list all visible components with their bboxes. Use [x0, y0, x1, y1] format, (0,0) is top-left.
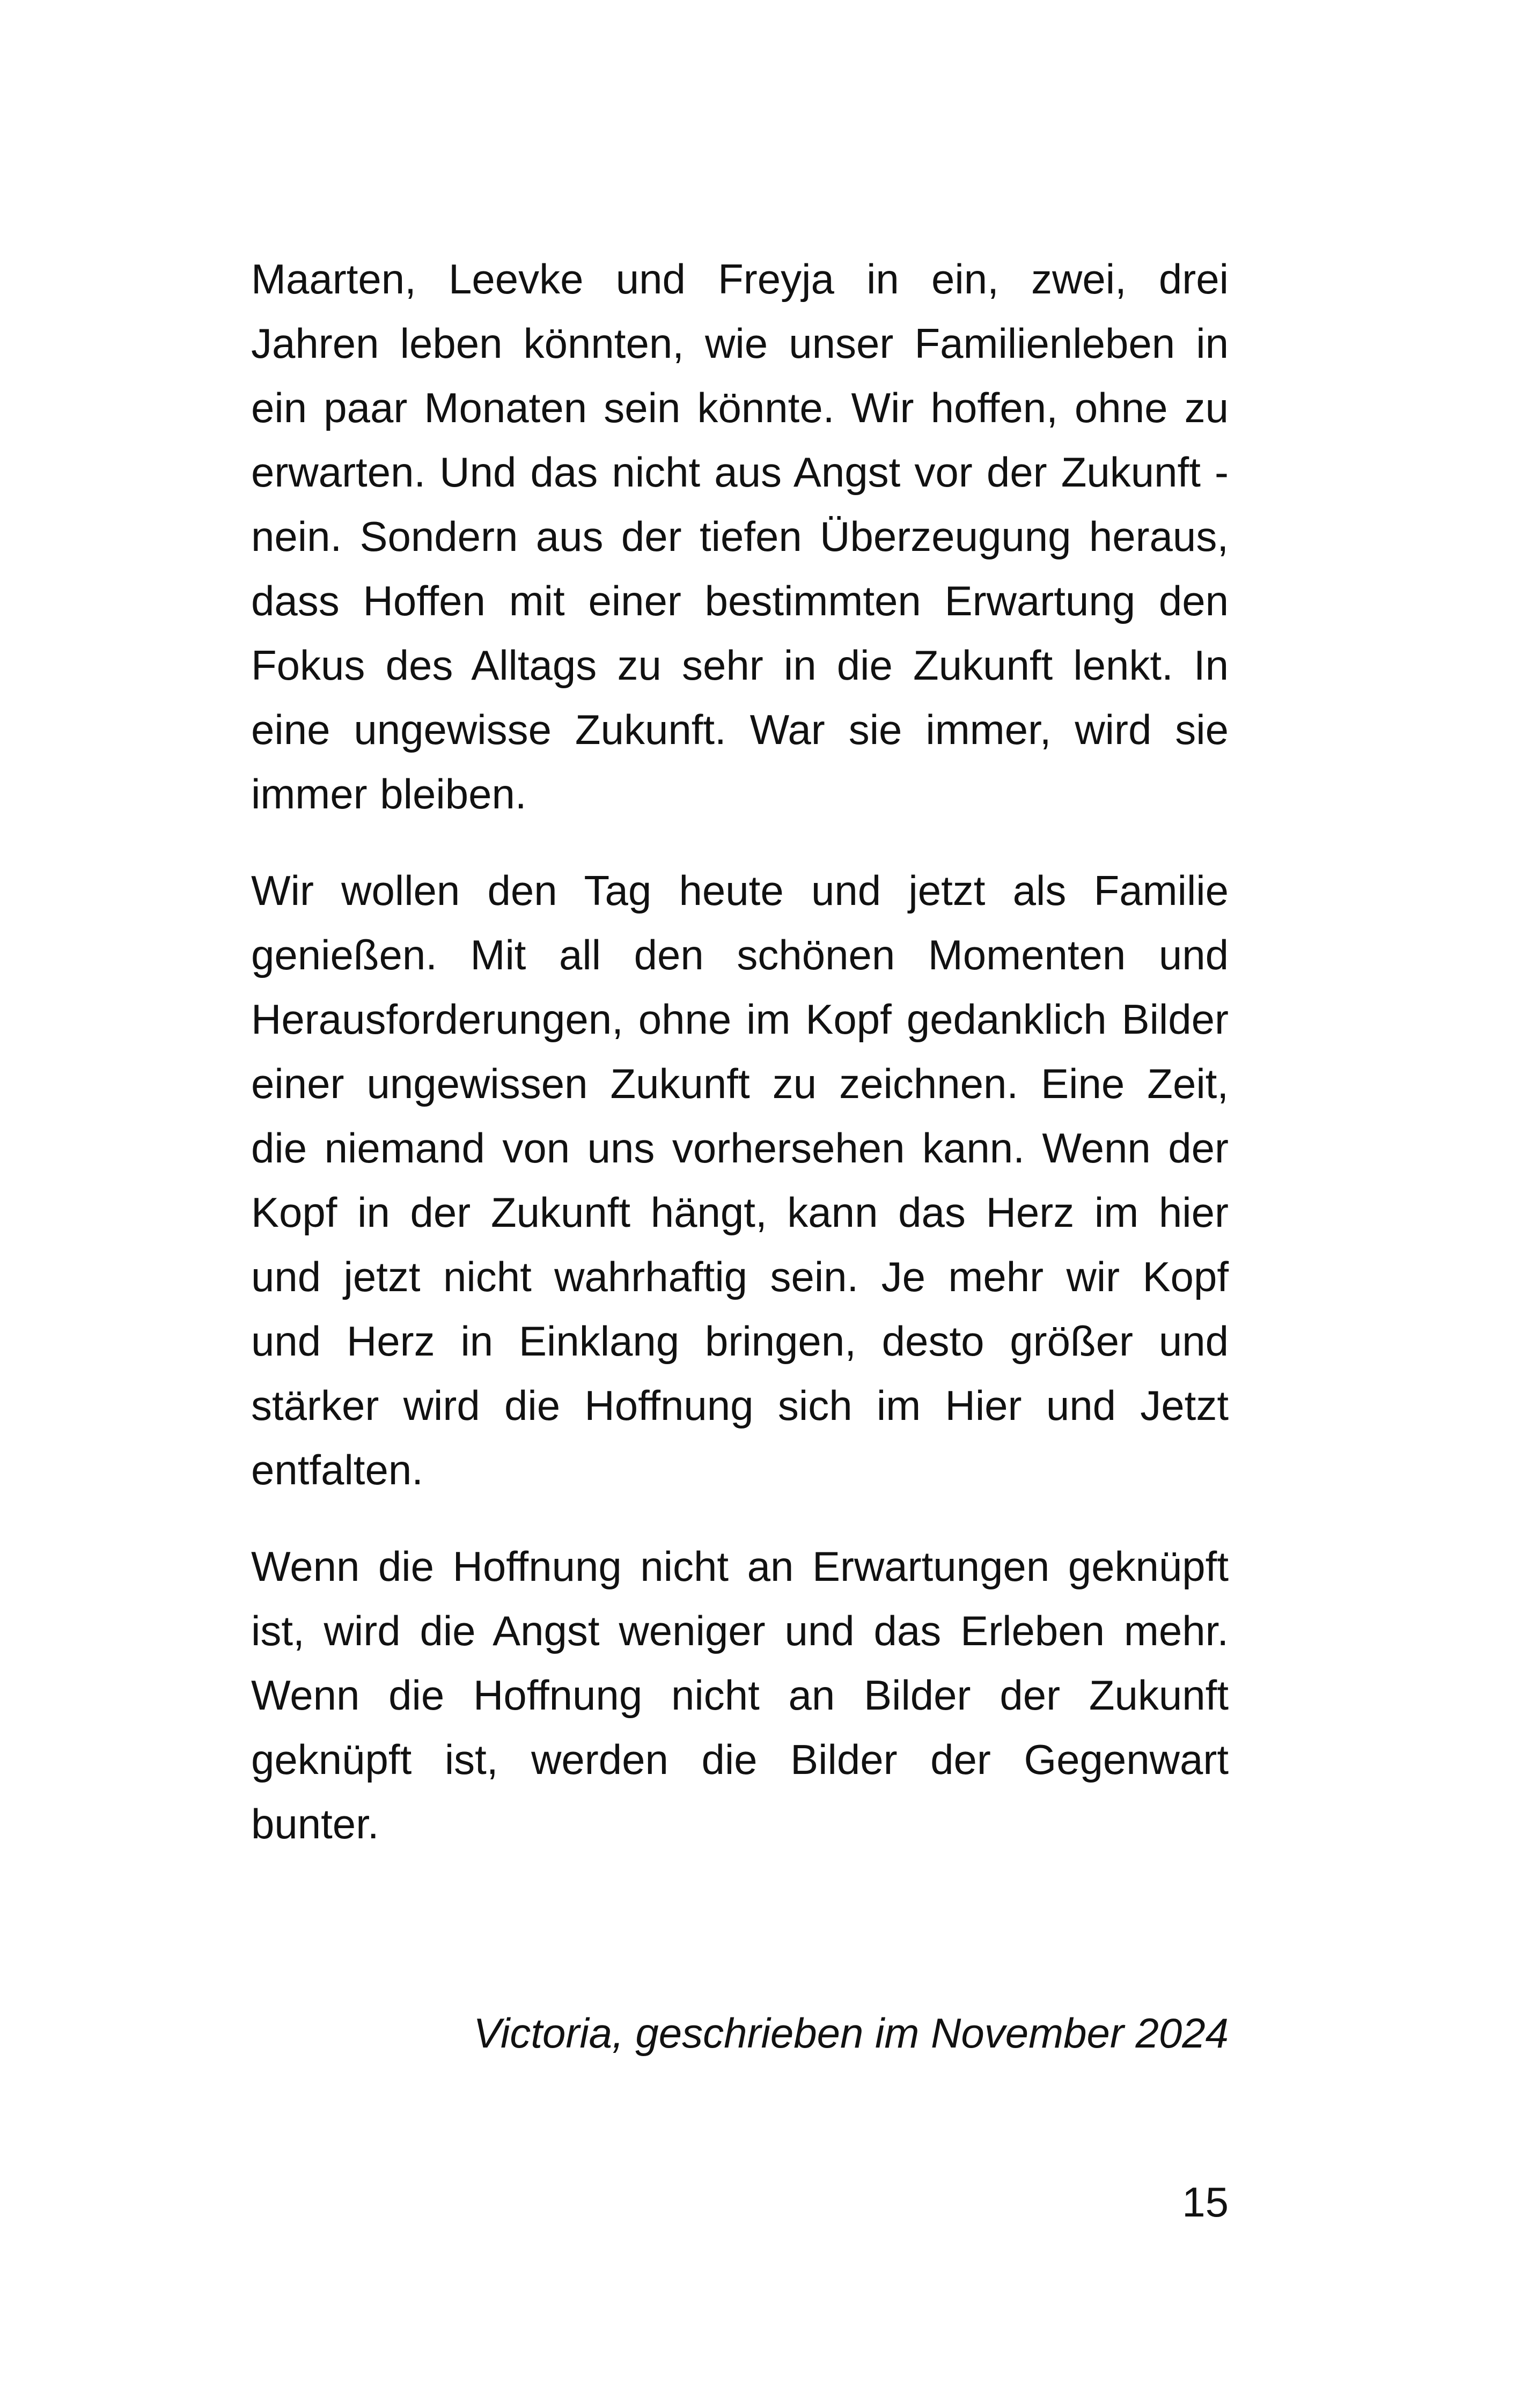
paragraph-1: Maarten, Leevke und Freyja in ein, zwei, drei Jahren leben könnten, wie unser Familienleben in ein paar Monaten sein könnte. Wir hoffen, ohne zu erwarten. Und das nicht aus Angst vor der Zukunft - nein. Sondern aus der tiefen Überzeugung heraus, dass Hoffen mit einer bestimmten Erwartung den Fokus des Alltags zu sehr in die Zukunft lenkt. In eine ungewisse Zukunft. War sie immer, wird sie immer bleiben.	[251, 255, 1229, 818]
paragraph-3: Wenn die Hoffnung nicht an Erwartungen geknüpft ist, wird die Angst weniger und das Erleben mehr. Wenn die Hoffnung nicht an Bilder der Zukunft geknüpft ist, werden die Bilder der Gegenwart bunter.	[251, 1543, 1229, 1847]
page-number: 15	[1182, 2178, 1229, 2226]
signature-line: Victoria, geschrieben im November 2024	[473, 2009, 1229, 2057]
body-text	[251, 247, 1229, 1888]
paragraph-2: Wir wollen den Tag heute und jetzt als Familie genießen. Mit all den schönen Momenten und Herausforderungen, ohne im Kopf gedanklich Bilder einer ungewissen Zukunft zu zeichnen. Eine Zeit, die niemand von uns vorhersehen kann. Wenn der Kopf in der Zukunft hängt, kann das Herz im hier und jetzt nicht wahrhaftig sein. Je mehr wir Kopf und Herz in Einklang bringen, desto größer und stärker wird die Hoffnung sich im Hier und Jetzt entfalten.	[251, 867, 1229, 1493]
